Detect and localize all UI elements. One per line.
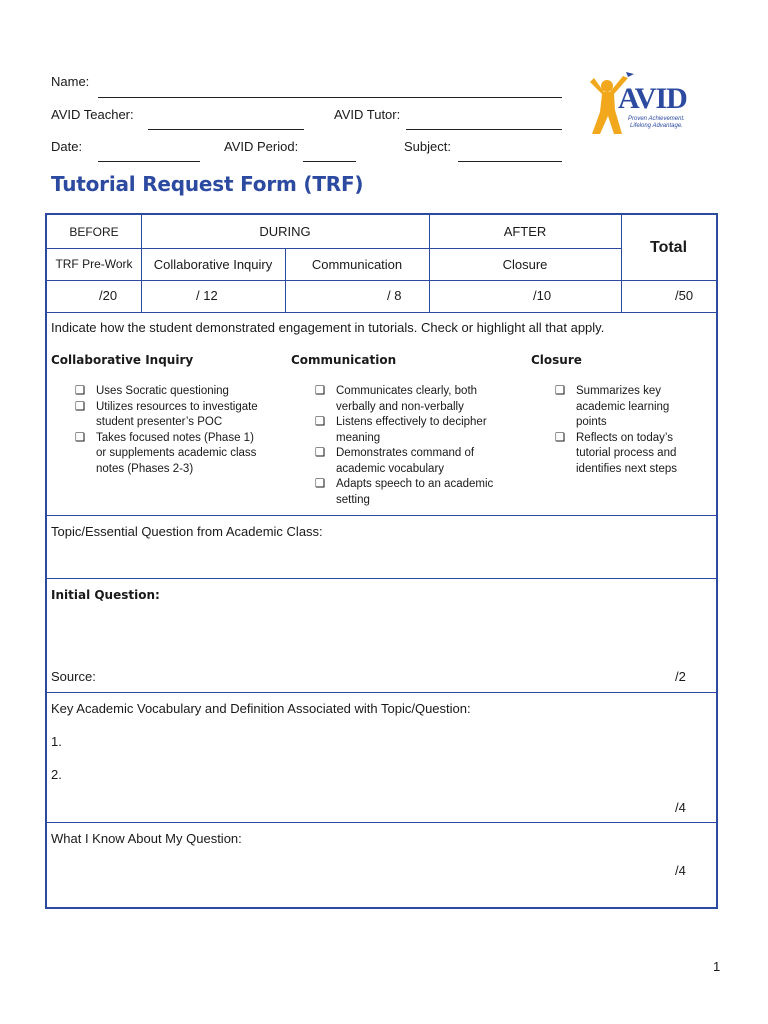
check-item: verbally and non-verbally xyxy=(336,400,464,413)
during-header: DURING xyxy=(259,224,311,239)
closure-score[interactable]: /10 xyxy=(533,288,552,303)
topic-field[interactable] xyxy=(47,545,716,577)
closure-label: Closure xyxy=(502,257,548,272)
after-header: AFTER xyxy=(503,224,547,239)
vocabulary-label: Key Academic Vocabulary and Definition Associated with Topic/Question: xyxy=(51,701,471,716)
source-score[interactable]: /2 xyxy=(675,669,686,684)
closure-checklist xyxy=(555,384,715,484)
checkbox[interactable]: ❑ xyxy=(315,385,326,397)
collaborative-inquiry-heading: Collaborative Inquiry xyxy=(51,353,194,367)
collaborative-inquiry-label: Collaborative Inquiry xyxy=(153,257,273,272)
check-item: Summarizes key xyxy=(576,385,661,397)
divider xyxy=(47,822,716,823)
divider xyxy=(47,280,716,281)
communication-checklist xyxy=(315,384,515,514)
check-item: identifies next steps xyxy=(576,462,678,475)
engagement-instruction: Indicate how the student demonstrated engagement in tutorials. Check or highlight all that apply. xyxy=(51,320,605,335)
avid-tagline-2: Lifelong Advantage. xyxy=(630,123,683,129)
check-item: setting xyxy=(336,493,370,506)
topic-label: Topic/Essential Question from Academic Class: xyxy=(51,524,323,539)
avid-period-field[interactable] xyxy=(303,161,356,162)
check-item: points xyxy=(576,416,607,428)
checkbox[interactable]: ❑ xyxy=(315,478,326,490)
check-item: Adapts speech to an academic xyxy=(336,478,494,490)
checkbox[interactable]: ❑ xyxy=(315,416,326,428)
check-item: academic learning xyxy=(576,400,670,413)
collaborative-inquiry-score[interactable]: / 12 xyxy=(196,288,218,303)
before-header: BEFORE xyxy=(69,225,119,239)
vocabulary-item-1[interactable]: 1. xyxy=(51,734,62,749)
communication-heading: Communication xyxy=(291,353,397,367)
check-item: Demonstrates command of xyxy=(336,447,475,459)
divider xyxy=(47,515,716,516)
avid-period-label: AVID Period: xyxy=(224,139,299,154)
check-item: Uses Socratic questioning xyxy=(96,385,229,397)
page-number: 1 xyxy=(713,959,721,974)
checkbox[interactable]: ❑ xyxy=(75,400,86,413)
closure-heading: Closure xyxy=(531,353,582,367)
total-score[interactable]: /50 xyxy=(675,288,694,303)
initial-question-label: Initial Question: xyxy=(51,588,160,602)
checkbox[interactable]: ❑ xyxy=(555,431,566,444)
prework-score[interactable]: /20 xyxy=(99,288,118,303)
communication-label: Communication xyxy=(311,257,403,272)
page-title: Tutorial Request Form (TRF) xyxy=(51,172,364,196)
subject-label: Subject: xyxy=(404,139,451,154)
name-label: Name: xyxy=(51,74,90,89)
check-item: or supplements academic class xyxy=(96,447,257,459)
what-i-know-score[interactable]: /4 xyxy=(675,863,686,878)
divider xyxy=(47,578,716,579)
check-item: notes (Phases 2-3) xyxy=(96,462,194,475)
what-i-know-label: What I Know About My Question: xyxy=(51,831,242,846)
check-item: tutorial process and xyxy=(576,447,677,459)
divider xyxy=(621,215,622,312)
avid-teacher-label: AVID Teacher: xyxy=(51,107,134,122)
source-label: Source: xyxy=(51,669,96,684)
checkbox[interactable]: ❑ xyxy=(315,447,326,459)
total-header: Total xyxy=(649,239,688,256)
avid-teacher-field[interactable] xyxy=(148,129,304,130)
avid-tagline-1: Proven Achievement. xyxy=(628,116,685,122)
check-item: Listens effectively to decipher xyxy=(336,416,487,428)
vocabulary-item-2[interactable]: 2. xyxy=(51,767,62,782)
checkbox[interactable]: ❑ xyxy=(75,385,86,397)
what-i-know-field[interactable] xyxy=(47,852,667,904)
prework-label: TRF Pre-Work xyxy=(55,257,133,271)
checkbox[interactable]: ❑ xyxy=(555,385,566,397)
check-item: academic vocabulary xyxy=(336,462,445,475)
collaborative-inquiry-checklist xyxy=(75,384,275,484)
initial-question-field[interactable] xyxy=(47,606,716,662)
avid-logo xyxy=(588,68,700,138)
vocabulary-score[interactable]: /4 xyxy=(675,800,686,815)
name-field[interactable] xyxy=(98,97,562,98)
divider xyxy=(47,692,716,693)
date-field[interactable] xyxy=(98,161,200,162)
subject-field[interactable] xyxy=(458,161,562,162)
divider xyxy=(47,312,716,313)
check-item: Takes focused notes (Phase 1) xyxy=(96,431,254,444)
avid-tutor-label: AVID Tutor: xyxy=(334,107,401,122)
check-item: Utilizes resources to investigate xyxy=(96,400,258,413)
check-item: student presenter’s POC xyxy=(96,416,223,428)
avid-tutor-field[interactable] xyxy=(406,129,562,130)
communication-score[interactable]: / 8 xyxy=(387,288,402,303)
checkbox[interactable]: ❑ xyxy=(75,431,86,444)
check-item: Reflects on today’s xyxy=(576,431,673,444)
divider xyxy=(47,248,621,249)
date-label: Date: xyxy=(51,139,83,154)
check-item: Communicates clearly, both xyxy=(336,385,478,397)
check-item: meaning xyxy=(336,431,381,444)
avid-logo-text: AVID xyxy=(618,82,687,115)
